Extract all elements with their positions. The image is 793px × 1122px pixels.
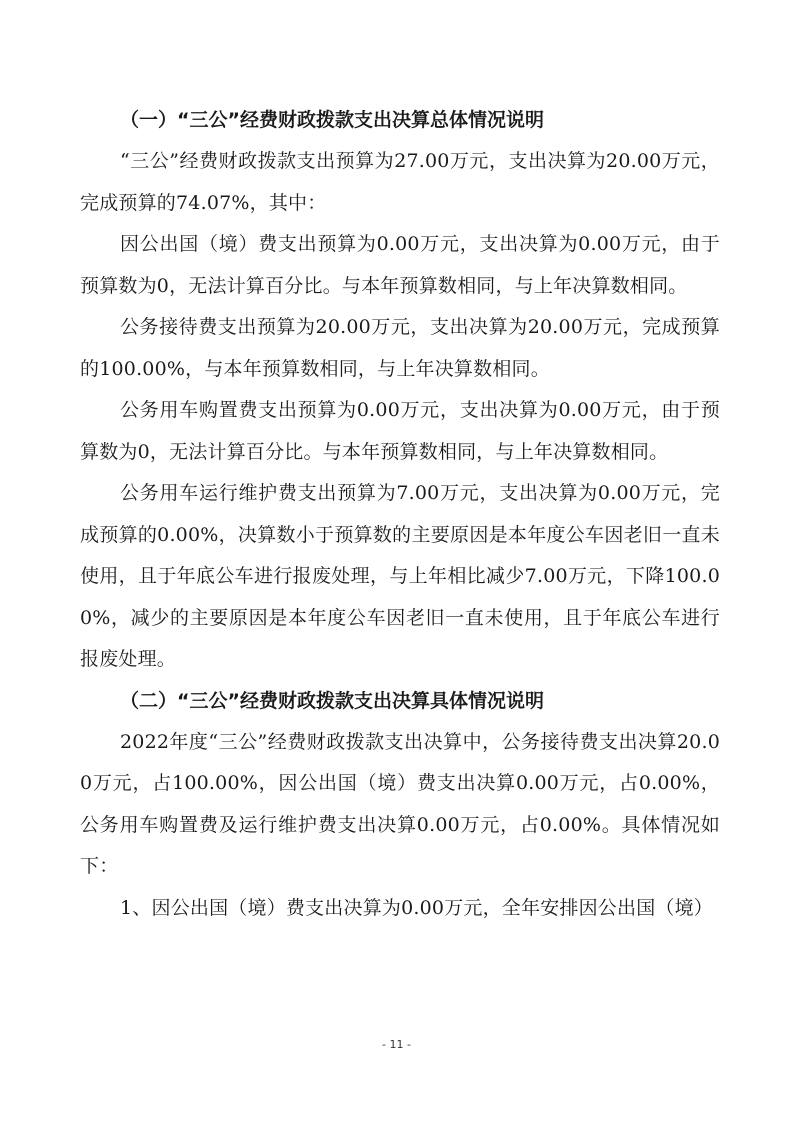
section-heading-detail: （二）“三公”经费财政拨款支出决算具体情况说明	[120, 689, 544, 712]
section-heading-overall: （一）“三公”经费财政拨款支出决算总体情况说明	[120, 109, 544, 131]
paragraph-overseas-travel: 因公出国（境）费支出预算为0.00万元，支出决算为0.00万元，由于预算数为0，无法计算百分比。与本年预算数相同，与上年决算数相同。	[80, 233, 720, 297]
paragraph-total-budget: “三公”经费财政拨款支出预算为27.00万元，支出决算为20.00万元，完成预算的74.07%，其中：	[80, 150, 720, 214]
page-number: - 11 -	[382, 1038, 411, 1051]
paragraph-reception: 公务接待费支出预算为20.00万元，支出决算为20.00万元，完成预算的100.00%，与本年预算数相同，与上年决算数相同。	[80, 316, 720, 380]
paragraph-item-1: 1、因公出国（境）费支出决算为0.00万元，全年安排因公出国（境）	[120, 896, 713, 919]
page-content	[80, 100, 720, 929]
paragraph-vehicle-purchase: 公务用车购置费支出预算为0.00万元，支出决算为0.00万元，由于预算数为0，无法计算百分比。与本年预算数相同，与上年决算数相同。	[80, 399, 720, 463]
paragraph-detail-summary: 2022年度“三公”经费财政拨款支出决算中，公务接待费支出决算20.00万元，占100.00%，因公出国（境）费支出决算0.00万元，占0.00%，公务用车购置费及运行维护费支出决算0.00万元，占0.00%。具体情况如下：	[80, 730, 720, 877]
paragraph-vehicle-operation: 公务用车运行维护费支出预算为7.00万元，支出决算为0.00万元，完成预算的0.00%，决算数小于预算数的主要原因是本年度公车因老旧一直未使用，且于年底公车进行报废处理，与上年相比减少7.00万元，下降100.00%，减少的主要原因是本年度公车因老旧一直未使用，且于年底公车进行报废处理。	[80, 482, 720, 670]
